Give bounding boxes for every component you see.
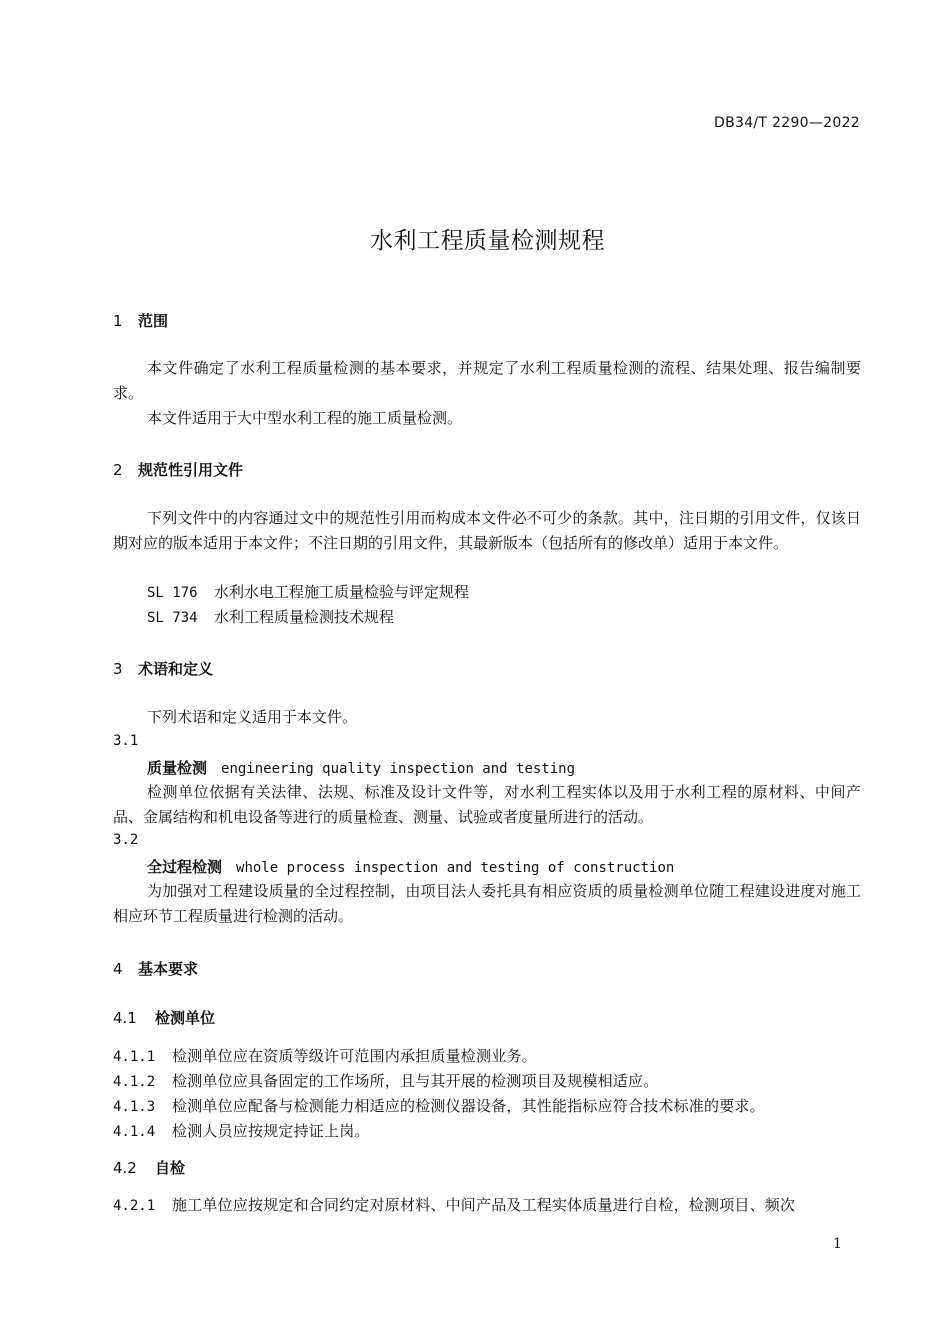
- term-chinese: 质量检测: [147, 759, 208, 777]
- section-3-heading: [113, 658, 213, 679]
- reference-code: SL 176: [147, 585, 198, 601]
- clause-number: 4.1.1: [113, 1049, 156, 1065]
- term-english: engineering quality inspection and testing: [221, 761, 576, 777]
- section-1-paragraph-1: 本文件确定了水利工程质量检测的基本要求，并规定了水利工程质量检测的流程、结果处理、报告编制要求。: [113, 359, 861, 402]
- term-definition: 检测单位依据有关法律、法规、标准及设计文件等，对水利工程实体以及用于水利工程的原材料、中间产品、金属结构和机电设备等进行的质量检查、测量、试验或者度量所进行的活动。: [113, 783, 861, 826]
- section-1-heading: [113, 310, 168, 331]
- standard-number: DB34/T 2290—2022: [714, 115, 860, 131]
- section-title: 术语和定义: [138, 660, 214, 678]
- subsection-4-2-heading: [113, 1157, 185, 1178]
- section-2-paragraph-1: 下列文件中的内容通过文中的规范性引用而构成本文件必不可少的条款。其中，注日期的引用文件，仅该日期对应的版本适用于本文件；不注日期的引用文件，其最新版本（包括所有的修改单）适用于本文件。: [113, 509, 861, 552]
- section-4-heading: [113, 958, 198, 979]
- clause-text: 检测人员应按规定持证上岗。: [172, 1122, 370, 1140]
- reference-code: SL 734: [147, 610, 198, 626]
- document-title: 水利工程质量检测规程: [370, 228, 605, 254]
- clause-item: [113, 1120, 370, 1141]
- subsection-title: 检测单位: [155, 1009, 216, 1027]
- subsection-title: 自检: [155, 1159, 186, 1177]
- section-number: 1: [113, 312, 123, 330]
- section-number: 4: [113, 960, 123, 978]
- page-number: 1: [833, 1236, 842, 1252]
- clause-item: [113, 1045, 537, 1066]
- reference-title: 水利工程质量检测技术规程: [214, 608, 395, 626]
- section-3-paragraph-1: 下列术语和定义适用于本文件。: [147, 708, 358, 726]
- section-title: 规范性引用文件: [138, 461, 244, 479]
- clause-number: 4.1.3: [113, 1099, 156, 1115]
- term-number: 3.1: [113, 733, 139, 749]
- section-1-paragraph-2: 本文件适用于大中型水利工程的施工质量检测。: [147, 409, 463, 427]
- subsection-4-1-heading: [113, 1007, 215, 1028]
- clause-number: 4.2.1: [113, 1198, 156, 1214]
- section-title: 基本要求: [138, 960, 199, 978]
- normative-reference: [147, 606, 394, 627]
- clause-number: 4.1.4: [113, 1124, 156, 1140]
- subsection-number: 4.1: [113, 1009, 137, 1027]
- clause-text: 检测单位应具备固定的工作场所，且与其开展的检测项目及规模相适应。: [172, 1072, 659, 1090]
- clause-text: 施工单位应按规定和合同约定对原材料、中间产品及工程实体质量进行自检，检测项目、频次: [172, 1196, 796, 1214]
- subsection-number: 4.2: [113, 1159, 137, 1177]
- clause-number: 4.1.2: [113, 1074, 156, 1090]
- term-entry: [147, 757, 575, 778]
- section-title: 范围: [138, 312, 169, 330]
- term-number: 3.2: [113, 832, 139, 848]
- reference-title: 水利水电工程施工质量检验与评定规程: [214, 583, 470, 601]
- section-number: 3: [113, 660, 123, 678]
- clause-text: 检测单位应配备与检测能力相适应的检测仪器设备，其性能指标应符合技术标准的要求。: [172, 1097, 765, 1115]
- normative-reference: [147, 581, 469, 602]
- clause-item: [113, 1194, 795, 1215]
- term-english: whole process inspection and testing of construction: [236, 860, 675, 876]
- clause-item: [113, 1070, 658, 1091]
- section-2-heading: [113, 459, 243, 480]
- clause-text: 检测单位应在资质等级许可范围内承担质量检测业务。: [172, 1047, 537, 1065]
- section-number: 2: [113, 461, 123, 479]
- term-chinese: 全过程检测: [147, 858, 223, 876]
- clause-item: [113, 1095, 765, 1116]
- term-definition: 为加强对工程建设质量的全过程控制，由项目法人委托具有相应资质的质量检测单位随工程建设进度对施工相应环节工程质量进行检测的活动。: [113, 882, 861, 925]
- term-entry: [147, 856, 674, 877]
